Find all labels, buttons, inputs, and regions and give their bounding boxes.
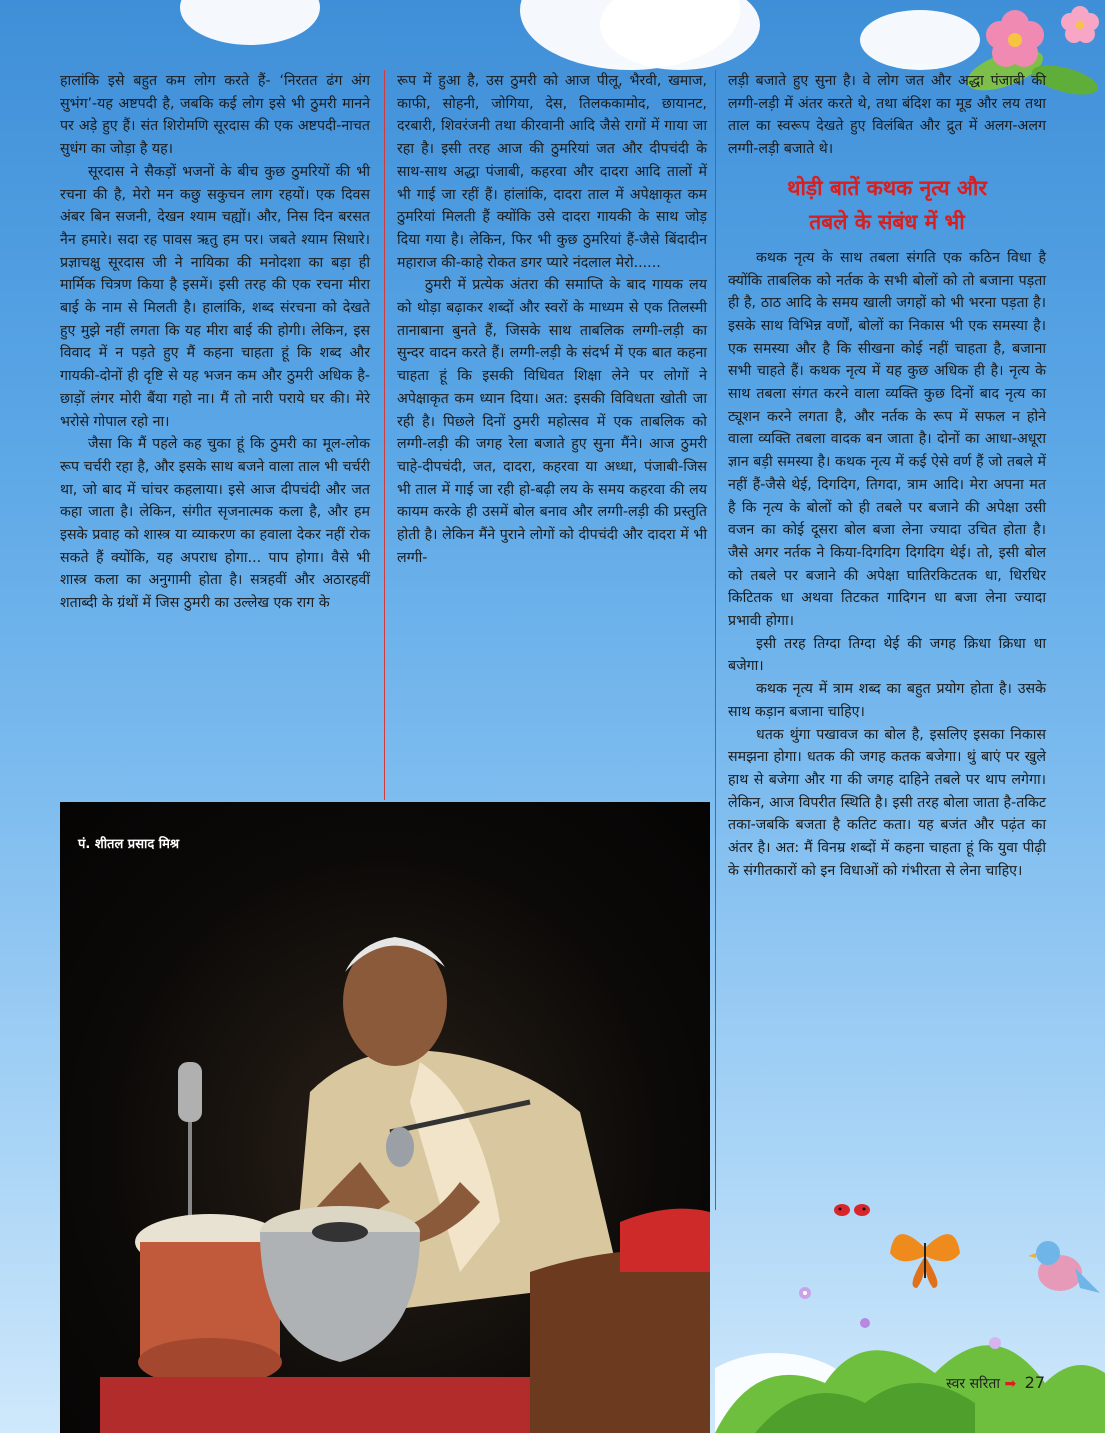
flower-garden-decoration	[715, 1203, 1105, 1433]
paragraph: जैसा कि मैं पहले कह चुका हूं कि ठुमरी का मूल-लोक रूप चर्चरी रहा है, और इसके साथ बजने वाला ताल भी चर्चरी था, जो बाद में चांचर कहलाया। इसे आज दीपचंदी और जत कहा जाता है। लेकिन, संगीत सृजनात्मक कला है, और हम इसके प्रवाह को शास्त्र या व्याकरण का हवाला देकर नहीं रोक सकते हैं क्योंकि, यह अपराध होगा... पाप होगा। वैसे भी शास्त्र कला का अनुगामी होता है। सत्रहवीं और अठारहवीं शताब्दी के ग्रंथों में जिस ठुमरी का उल्लेख एक राग के	[60, 436, 370, 612]
subheading-line: थोड़ी बातें कथक नृत्य और	[787, 175, 987, 200]
subheading-line: तबले के संबंध में भी	[809, 209, 965, 234]
tabla-player-illustration	[60, 802, 710, 1433]
section-subheading	[728, 171, 1046, 239]
page-footer	[946, 1373, 1045, 1393]
article-column-3	[728, 70, 1046, 883]
paragraph: सूरदास ने सैकड़ों भजनों के बीच कुछ ठुमरियों की भी रचना की है, मेरो मन कछु सकुचन लाग रहयों। एक दिवस अंबर बिन सजनी, देखन श्याम चह्यों। और, निस दिन बरसत नैन हमारे। सदा रह पावस ऋतु हम पर। जबते श्याम सिधारे। प्रज्ञाचक्षु सूरदास जी ने नायिका की मनोदशा का बड़ा ही मार्मिक चित्रण किया है इसमें। इसी तरह की एक रचना मीरा बाई के नाम से मिलती है। हालांकि, शब्द संरचना को देखते हुए मुझे नहीं लगता कि यह मीरा बाई की होगी। लेकिन, इस विवाद में न पड़ते हुए मैं कहना चाहता हूं कि शब्द और गायकी-दोनों ही दृष्टि से यह भजन कम और ठुमरी अधिक है-छाड़ों लंगर मोरी बैंया गहो ना। मैं तो नारी पराये घर की। मेरे भरोसे गोपाल रहो ना।	[60, 163, 370, 430]
paragraph: इसी तरह तिग्दा तिग्दा थेई की जगह क्रिधा क्रिधा धा बजेगा।	[728, 635, 1046, 675]
arrow-icon: ➡	[1004, 1376, 1017, 1392]
paragraph: हालांकि इसे बहुत कम लोग करते हैं- ‘निरतत ढंग अंग सुभंग’-यह अष्टपदी है, जबकि कई लोग इसे भी ठुमरी मानने पर अड़े हुए हैं। संत शिरोमणि सूरदास की एक अष्टपदी-नाचत सुधंग का जोड़ा है यह।	[60, 73, 370, 158]
butterfly-icon	[890, 1234, 960, 1288]
page-number: 27	[1024, 1373, 1045, 1392]
paragraph: ठुमरी में प्रत्येक अंतरा की समाप्ति के बाद गायक लय को थोड़ा बढ़ाकर शब्दों और स्वरों के माध्यम से एक तिलस्मी तानाबाना बुनते हैं, जिसके साथ ताबलिक लग्गी-लड़ी का सुन्दर वादन करते हैं। लग्गी-लड़ी के संदर्भ में एक बात कहना चाहता हूं कि इसकी विधिवत शिक्षा लेने पर लोगों ने अपेक्षाकृत कम ध्यान दिया। अत: इसकी विविधता खोती जा रही है। पिछले दिनों ठुमरी महोत्सव में एक ताबलिक को लग्गी-लड़ी की जगह रेला बजाते हुए सुना मैंने। आज ठुमरी चाहे-दीपचंदी, जत, दादरा, कहरवा या अध्धा, पंजाबी-जिस भी ताल में गाई जा रही हो-बढ़ी लय के समय कहरवा की लय कायम करके ही उसमें बोल बनाव और लग्गी-लड़ी की प्रस्तुति होती है। लेकिन मैंने पुराने लोगों को दीपचंदी और दादरा में भी लग्गी-	[397, 277, 707, 566]
article-column-2	[397, 70, 707, 569]
paragraph: कथक नृत्य के साथ तबला संगति एक कठिन विधा है क्योंकि ताबलिक को नर्तक के सभी बोलों को तो बजाना पड़ता ही है, ठाठ आदि के समय खाली जगहों को भी भरना पड़ता है। इसके साथ विभिन्न वर्णों, बोलों का निकास भी एक समस्या है। एक समस्या और है कि सीखना कोई नहीं चाहता है, बजाना सभी चाहते हैं। कथक नृत्य में यह कुछ अधिक ही है। नृत्य के साथ तबला संगत करने वाला व्यक्ति कुछ दिनों बाद नृत्य का ट्यूशन करने लगता है, और नर्तक के रूप में सफल न होने वाला व्यक्ति तबला वादक बन जाता है। दोनों का आधा-अधूरा ज्ञान बड़ी समस्या है। कथक नृत्य में कई ऐसे वर्ण हैं जो तबले में नहीं हैं-जैसे थेई, दिगदिग, तिगदा, त्राम आदि। मेरा अपना मत है कि नृत्य के बोलों को ही तबले पर बजाने की अपेक्षा उसी वजन का कोई दूसरा बोल बजा लेना ज्यादा उचित होता है। जैसे अगर नर्तक ने किया-दिगदिग दिगदिग थेई। तो, इसी बोल को तबले पर बजाने की अपेक्षा घातिरकिटतक धा, धिरधिर किटितक धा अथवा तिटकत गादिगन धा बजा लेना ज्यादा प्रभावी होगा।	[728, 249, 1046, 630]
column-divider	[384, 70, 385, 800]
paragraph: रूप में हुआ है, उस ठुमरी को आज पीलू, भैरवी, खमाज, काफी, सोहनी, जोगिया, देस, तिलककामोद, छायानट, दरबारी, शिवरंजनी तथा कीरवानी आदि जैसे रागों में गाया जा रहा है। इसी तरह आज की ठुमरियां जत और दीपचंदी के साथ-साथ अद्धा पंजाबी, कहरवा और दादरा आदि तालों में भी गाई जा रहीं हैं। हांलांकि, दादरा ताल में अपेक्षाकृत कम ठुमरियां मिलती हैं क्योंकि उसे दादरा गायकी के साथ जोड़ दिया गया है। लेकिन, फिर भी कुछ ठुमरियां हैं-जैसे बिंदादीन महाराज की-काहे रोकत डगर प्यारे नंदलाल मेरो......	[397, 73, 707, 271]
paragraph: लड़ी बजाते हुए सुना है। वे लोग जत और अद्धा पंजाबी की लग्गी-लड़ी में अंतर करते थे, तथा बंदिश का मूड और लय तथा ताल का स्वरूप देखते हुए विलंबित और द्रुत में अलग-अलग लग्गी-लड़ी बजाते थे।	[728, 73, 1046, 158]
photo-caption: पं. शीतल प्रसाद मिश्र	[78, 837, 180, 852]
bird-icon	[1028, 1241, 1100, 1293]
paragraph: कथक नृत्य में त्राम शब्द का बहुत प्रयोग होता है। उसके साथ कड़ान बजाना चाहिए।	[728, 681, 1046, 720]
cloud-decoration	[180, 0, 320, 45]
column-divider	[715, 70, 716, 1210]
musician-photo	[60, 802, 710, 1433]
paragraph: धतक थुंगा पखावज का बोल है, इसलिए इसका निकास समझना होगा। धतक की जगह कतक बजेगा। थुं बाएं पर खुले हाथ से बजेगा और गा की जगह दाहिने तबले पर थाप लगेगा। लेकिन, आज विपरीत स्थिति है। इसी तरह बोला जाता है-तकिट तका-जबकि बजता है कतिट कता। यह बजंत और पढ़ंत का अंतर है। अत: मैं विनम्र शब्दों में कहना चाहता हूं कि युवा पीढ़ी के संगीतकारों को इन विधाओं को गंभीरता से लेना चाहिए।	[728, 726, 1046, 879]
magazine-name: स्वर सरिता	[946, 1376, 1000, 1392]
article-column-1	[60, 70, 370, 615]
